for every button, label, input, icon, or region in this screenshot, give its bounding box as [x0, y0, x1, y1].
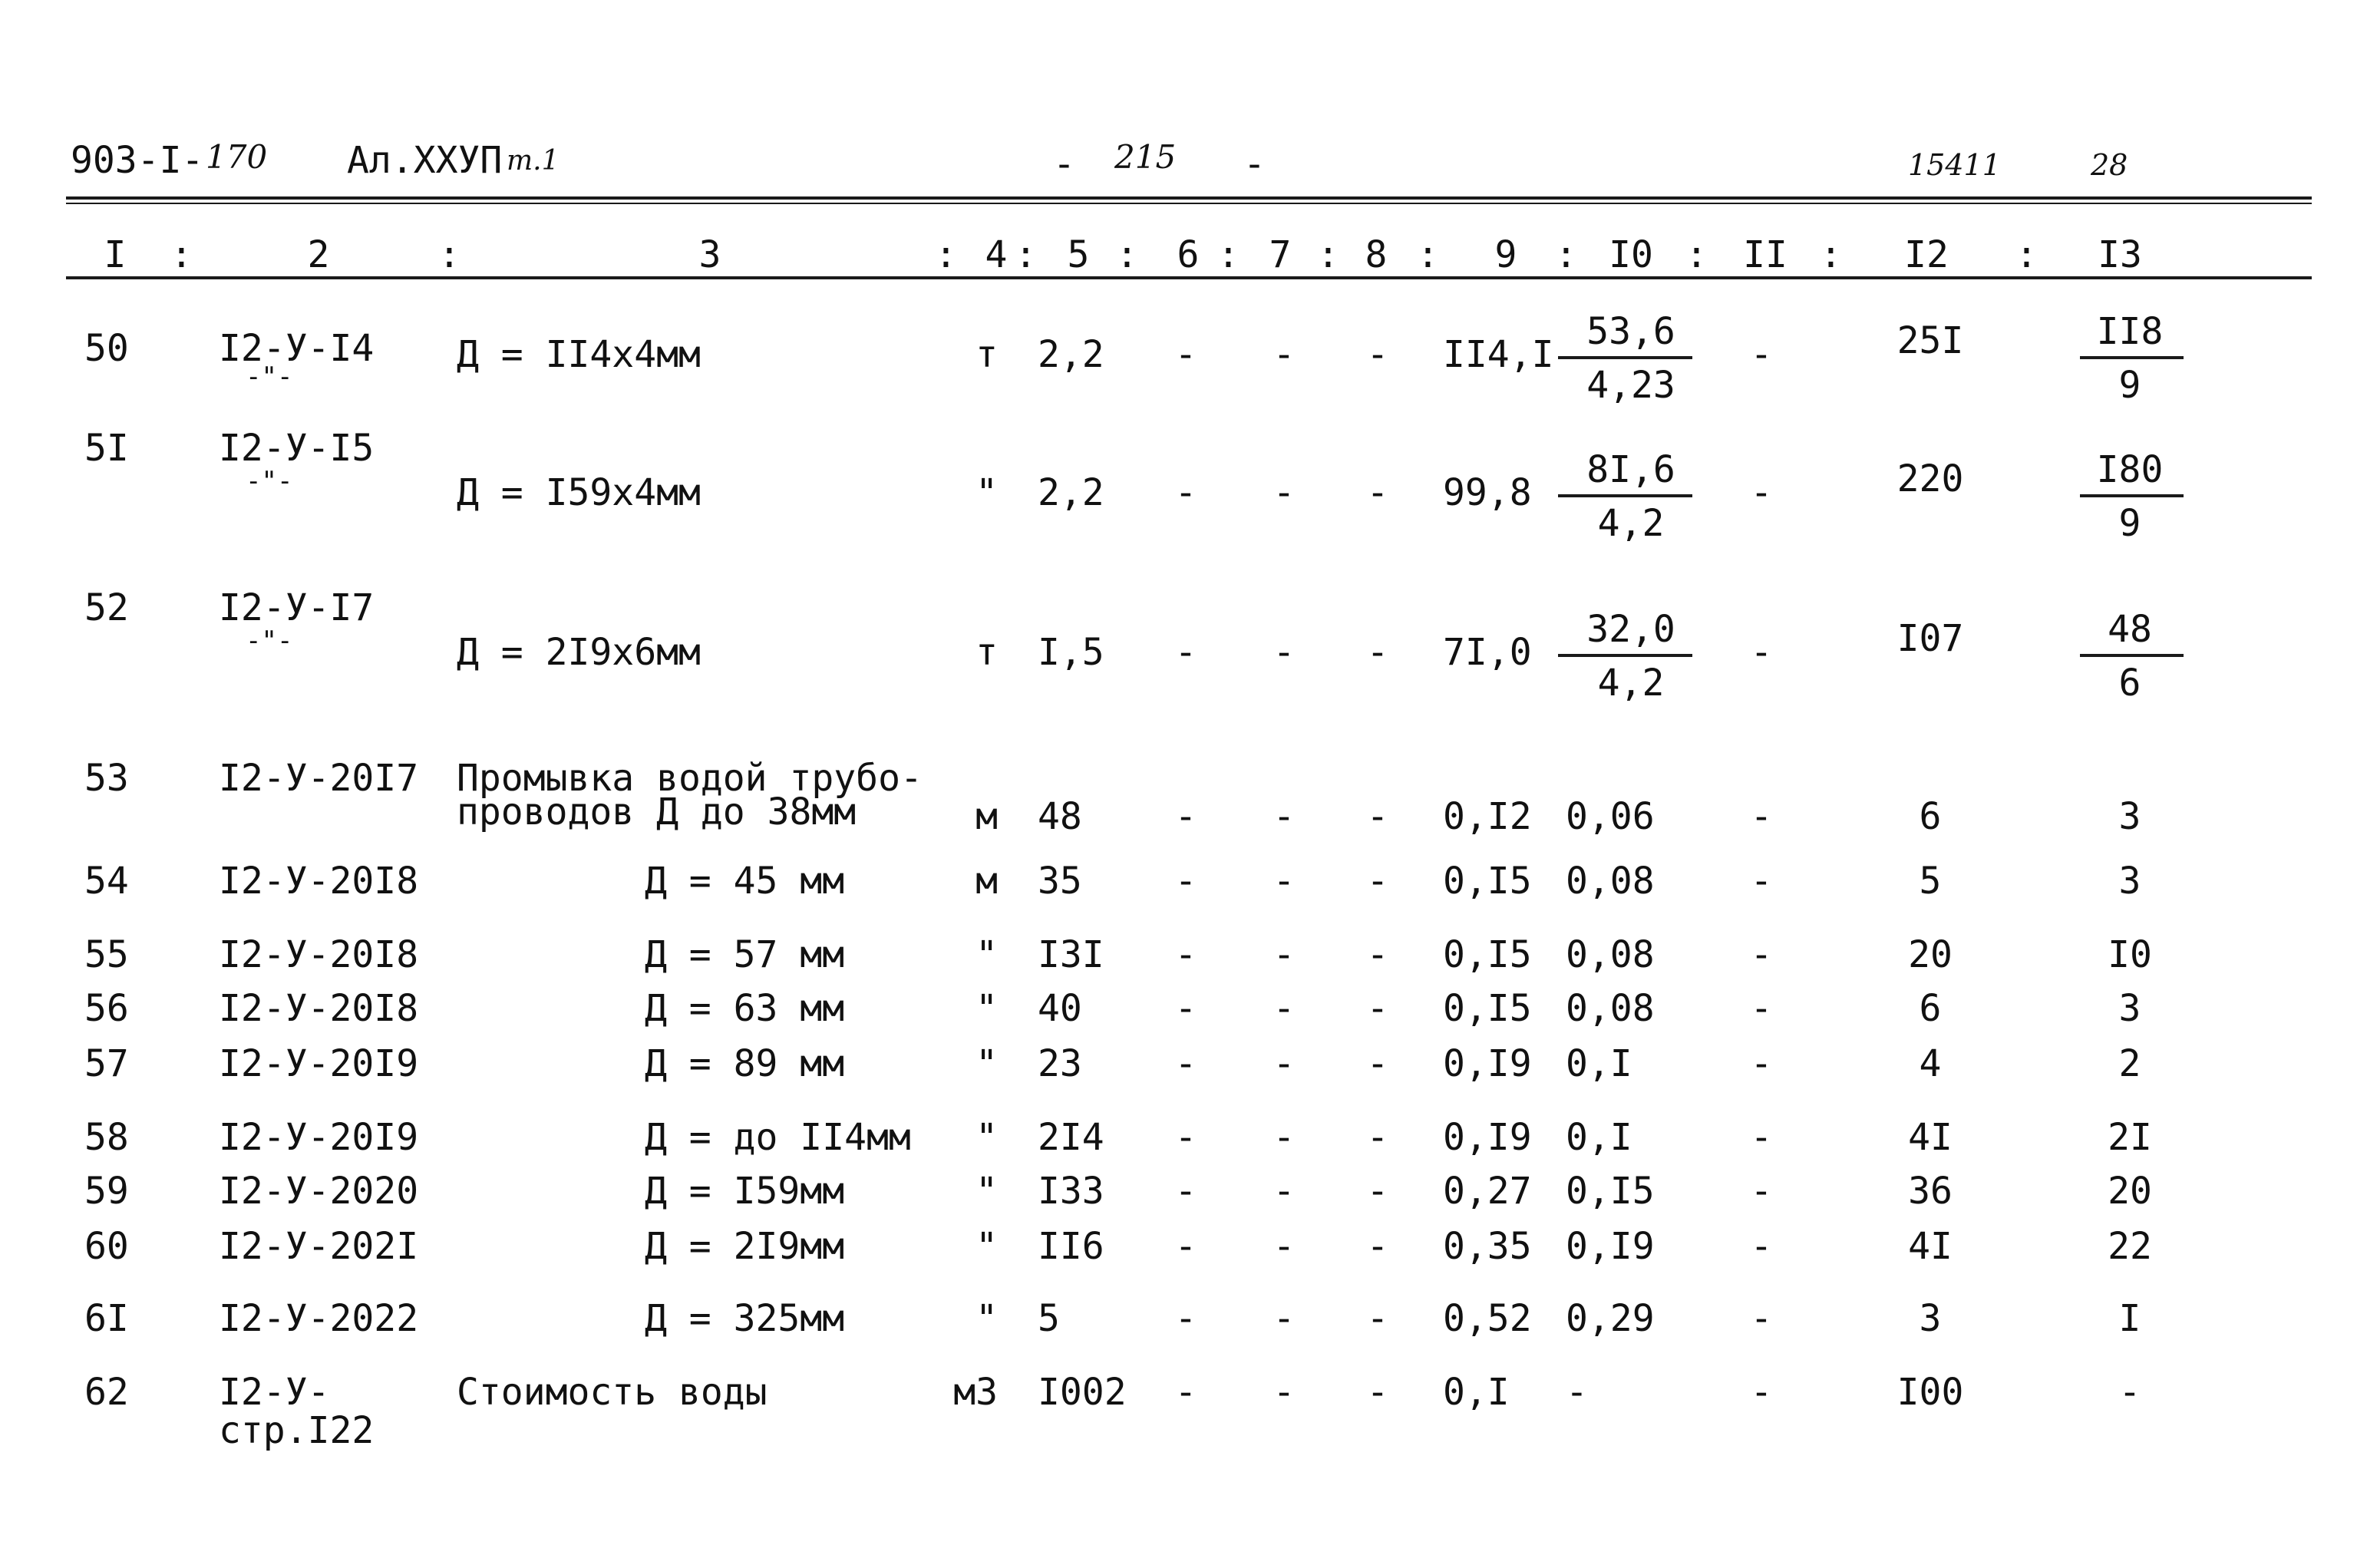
row-col10: 0,I — [1566, 1042, 1632, 1085]
page-dash-left: - — [1053, 143, 1075, 186]
row-number: 6I — [84, 1297, 129, 1340]
row-col7: - — [1273, 933, 1296, 976]
row-number: 5I — [84, 427, 129, 470]
column-separator: : — [1317, 233, 1339, 276]
column-header-1: I — [104, 233, 127, 276]
column-separator: : — [1685, 233, 1708, 276]
row-col8: - — [1366, 860, 1389, 903]
row-description-line2: проводов Д до 38мм — [457, 791, 857, 834]
row-number: 62 — [84, 1371, 129, 1414]
column-separator: : — [1820, 233, 1842, 276]
row-col8: - — [1366, 471, 1389, 514]
row-col12: 4I — [1908, 1116, 1953, 1159]
row-col10-numerator: 53,6 — [1586, 310, 1675, 353]
column-header-8: 8 — [1365, 233, 1388, 276]
column-header-9: 9 — [1494, 233, 1517, 276]
row-description: Д = 325мм — [645, 1297, 845, 1340]
doc-code-handwritten: 170 — [206, 138, 268, 176]
column-header-7: 7 — [1269, 233, 1292, 276]
column-header-11: II — [1743, 233, 1788, 276]
row-col8: - — [1366, 987, 1389, 1030]
row-col6: - — [1174, 1116, 1197, 1159]
row-col7: - — [1273, 860, 1296, 903]
row-number: 57 — [84, 1042, 129, 1085]
row-col10-fraction-bar — [1558, 654, 1692, 657]
row-number: 54 — [84, 860, 129, 903]
row-col8: - — [1366, 1042, 1389, 1085]
row-col9: 0,I5 — [1443, 987, 1532, 1030]
row-col13: I — [2118, 1297, 2141, 1340]
row-col7: - — [1273, 333, 1296, 376]
row-col11: - — [1750, 1371, 1773, 1414]
row-col7: - — [1273, 1371, 1296, 1414]
row-col9: II4,I — [1443, 333, 1554, 376]
row-number: 56 — [84, 987, 129, 1030]
column-separator: : — [1417, 233, 1439, 276]
row-unit: м3 — [953, 1371, 998, 1414]
column-header-12: I2 — [1904, 233, 1949, 276]
row-col11: - — [1750, 631, 1773, 674]
row-col11: - — [1750, 860, 1773, 903]
row-col13-numerator: I80 — [2096, 448, 2164, 491]
column-separator: : — [1015, 233, 1037, 276]
row-code: I2-У- — [219, 1371, 330, 1414]
row-col13-denominator: 9 — [2118, 364, 2141, 407]
row-col12: 6 — [1919, 987, 1942, 1030]
row-col11: - — [1750, 471, 1773, 514]
row-code: I2-У-2022 — [219, 1297, 419, 1340]
row-col7: - — [1273, 795, 1296, 838]
row-unit: " — [975, 1042, 998, 1085]
row-col11: - — [1750, 1042, 1773, 1085]
column-header-2: 2 — [307, 233, 330, 276]
row-col10: 0,08 — [1566, 987, 1655, 1030]
row-description: Д = 45 мм — [645, 860, 845, 903]
row-quantity: II6 — [1038, 1225, 1104, 1268]
row-col13: 3 — [2118, 795, 2141, 838]
row-code-continuation: -"- — [246, 361, 293, 392]
row-col13: I0 — [2108, 933, 2152, 976]
row-description: Д = 89 мм — [645, 1042, 845, 1085]
row-quantity: 23 — [1038, 1042, 1082, 1085]
column-separator: : — [438, 233, 461, 276]
row-code: I2-У-I4 — [219, 327, 375, 370]
row-code: I2-У-20I9 — [219, 1116, 419, 1159]
row-col6: - — [1174, 860, 1197, 903]
row-unit: " — [975, 987, 998, 1030]
row-col8: - — [1366, 333, 1389, 376]
row-quantity: 40 — [1038, 987, 1082, 1030]
row-quantity: I,5 — [1038, 631, 1104, 674]
row-col8: - — [1366, 631, 1389, 674]
row-col12: 3 — [1919, 1297, 1942, 1340]
row-col6: - — [1174, 333, 1197, 376]
row-unit: м — [975, 860, 998, 903]
row-number: 59 — [84, 1170, 129, 1213]
row-description: Д = II4x4мм — [457, 333, 701, 376]
row-description: Д = I59x4мм — [457, 471, 701, 514]
row-col12: I00 — [1896, 1371, 1964, 1414]
row-code: I2-У-I5 — [219, 427, 375, 470]
row-col11: - — [1750, 795, 1773, 838]
row-col8: - — [1366, 933, 1389, 976]
row-col13-numerator: 48 — [2108, 608, 2152, 651]
row-col9: 0,35 — [1443, 1225, 1532, 1268]
row-col13: - — [2118, 1371, 2141, 1414]
row-description: Д = до II4мм — [645, 1116, 911, 1159]
column-separator: : — [1217, 233, 1240, 276]
row-col10-fraction-bar — [1558, 356, 1692, 359]
row-quantity: 2I4 — [1038, 1116, 1104, 1159]
row-col12: 220 — [1896, 457, 1964, 500]
row-col9: 0,I9 — [1443, 1042, 1532, 1085]
row-number: 50 — [84, 327, 129, 370]
column-separator: : — [170, 233, 193, 276]
row-col6: - — [1174, 795, 1197, 838]
row-col13-fraction-bar — [2080, 356, 2184, 359]
row-col10-denominator: 4,23 — [1586, 364, 1675, 407]
row-col13: 22 — [2108, 1225, 2152, 1268]
row-col7: - — [1273, 1116, 1296, 1159]
row-description-line1: Промывка водой трубо- — [457, 757, 923, 800]
row-col11: - — [1750, 987, 1773, 1030]
column-separator: : — [1116, 233, 1138, 276]
row-col13: 2 — [2118, 1042, 2141, 1085]
row-col10-numerator: 8I,6 — [1586, 448, 1675, 491]
row-col9: 99,8 — [1443, 471, 1532, 514]
row-description: Д = 57 мм — [645, 933, 845, 976]
row-col6: - — [1174, 631, 1197, 674]
row-col8: - — [1366, 795, 1389, 838]
row-code: I2-У-20I8 — [219, 933, 419, 976]
row-col10-fraction-bar — [1558, 494, 1692, 497]
row-unit: " — [975, 1297, 998, 1340]
row-col9: 0,I2 — [1443, 795, 1532, 838]
row-col12: 20 — [1908, 933, 1953, 976]
row-quantity: 48 — [1038, 795, 1082, 838]
row-col12: 4I — [1908, 1225, 1953, 1268]
row-description: Д = 2I9x6мм — [457, 631, 701, 674]
row-col7: - — [1273, 1297, 1296, 1340]
header-underline — [66, 276, 2312, 279]
row-col10: 0,I — [1566, 1116, 1632, 1159]
row-col13: 20 — [2108, 1170, 2152, 1213]
row-col9: 0,I5 — [1443, 860, 1532, 903]
row-col11: - — [1750, 1225, 1773, 1268]
top-rule-2 — [66, 203, 2312, 204]
row-col12: 5 — [1919, 860, 1942, 903]
row-quantity: 2,2 — [1038, 471, 1104, 514]
row-col11: - — [1750, 333, 1773, 376]
row-col9: 7I,0 — [1443, 631, 1532, 674]
row-unit: " — [975, 933, 998, 976]
row-code-continuation: -"- — [246, 626, 293, 656]
row-col13: 3 — [2118, 860, 2141, 903]
row-code: I2-У-20I8 — [219, 987, 419, 1030]
row-col13: 3 — [2118, 987, 2141, 1030]
row-col7: - — [1273, 631, 1296, 674]
row-col9: 0,I9 — [1443, 1116, 1532, 1159]
row-col10: 0,29 — [1566, 1297, 1655, 1340]
row-col8: - — [1366, 1371, 1389, 1414]
row-col13-fraction-bar — [2080, 654, 2184, 657]
row-col13-denominator: 9 — [2118, 502, 2141, 545]
column-separator: : — [1555, 233, 1577, 276]
row-col7: - — [1273, 987, 1296, 1030]
page-dash-right: - — [1243, 143, 1266, 186]
row-quantity: 2,2 — [1038, 333, 1104, 376]
row-col10-denominator: 4,2 — [1597, 662, 1665, 705]
row-col6: - — [1174, 1297, 1197, 1340]
row-unit: " — [975, 471, 998, 514]
column-header-10: I0 — [1609, 233, 1653, 276]
row-col8: - — [1366, 1297, 1389, 1340]
row-code: I2-У-I7 — [219, 586, 375, 629]
top-rule-1 — [66, 196, 2312, 200]
row-col9: 0,I — [1443, 1371, 1510, 1414]
row-col12: 6 — [1919, 795, 1942, 838]
row-description: Д = 63 мм — [645, 987, 845, 1030]
row-unit: м — [975, 795, 998, 838]
row-unit: " — [975, 1170, 998, 1213]
row-quantity: I3I — [1038, 933, 1104, 976]
row-col12: I07 — [1896, 617, 1964, 660]
row-col11: - — [1750, 1116, 1773, 1159]
row-col10: - — [1566, 1371, 1588, 1414]
row-unit: т — [975, 631, 998, 674]
row-col10: 0,06 — [1566, 795, 1655, 838]
row-col13-fraction-bar — [2080, 494, 2184, 497]
row-code: I2-У-202I — [219, 1225, 419, 1268]
row-number: 58 — [84, 1116, 129, 1159]
row-col8: - — [1366, 1116, 1389, 1159]
row-col11: - — [1750, 1170, 1773, 1213]
column-separator: : — [935, 233, 957, 276]
album-label: Ал.XXУП — [347, 139, 503, 182]
row-code: I2-У-20I7 — [219, 757, 419, 800]
row-col10-denominator: 4,2 — [1597, 502, 1665, 545]
row-col13-denominator: 6 — [2118, 662, 2141, 705]
row-description: Д = I59мм — [645, 1170, 845, 1213]
row-col6: - — [1174, 933, 1197, 976]
row-quantity: 5 — [1038, 1297, 1060, 1340]
row-description: Д = 2I9мм — [645, 1225, 845, 1268]
row-number: 52 — [84, 586, 129, 629]
row-description: Стоимость воды — [457, 1371, 768, 1414]
column-header-6: 6 — [1177, 233, 1200, 276]
row-col6: - — [1174, 471, 1197, 514]
column-header-13: I3 — [2098, 233, 2142, 276]
row-code-continuation: -"- — [246, 466, 293, 497]
row-col9: 0,52 — [1443, 1297, 1532, 1340]
row-col9: 0,I5 — [1443, 933, 1532, 976]
row-col6: - — [1174, 1042, 1197, 1085]
doc-code: 903-I- — [71, 139, 204, 182]
row-quantity: I002 — [1038, 1371, 1127, 1414]
row-col10: 0,I5 — [1566, 1170, 1655, 1213]
row-unit: " — [975, 1225, 998, 1268]
row-col6: - — [1174, 1170, 1197, 1213]
row-number: 53 — [84, 757, 129, 800]
album-handwritten: т.1 — [507, 145, 560, 177]
row-col6: - — [1174, 1225, 1197, 1268]
row-col10: 0,I9 — [1566, 1225, 1655, 1268]
row-unit: " — [975, 1116, 998, 1159]
row-col8: - — [1366, 1170, 1389, 1213]
row-quantity: 35 — [1038, 860, 1082, 903]
row-col10: 0,08 — [1566, 933, 1655, 976]
row-col11: - — [1750, 1297, 1773, 1340]
row-col10: 0,08 — [1566, 860, 1655, 903]
page-number-handwritten: 215 — [1114, 138, 1177, 176]
column-header-5: 5 — [1067, 233, 1090, 276]
row-code: I2-У-20I9 — [219, 1042, 419, 1085]
row-col7: - — [1273, 1225, 1296, 1268]
row-col7: - — [1273, 1170, 1296, 1213]
right-handwritten-number: 15411 — [1908, 148, 2001, 182]
row-col12: 4 — [1919, 1042, 1942, 1085]
row-col13-numerator: II8 — [2096, 310, 2164, 353]
row-col10-numerator: 32,0 — [1586, 608, 1675, 651]
row-unit: т — [975, 333, 998, 376]
column-header-4: 4 — [985, 233, 1008, 276]
row-code-continuation: стр.I22 — [219, 1409, 375, 1452]
row-col12: 25I — [1896, 319, 1964, 362]
row-col6: - — [1174, 1371, 1197, 1414]
row-col8: - — [1366, 1225, 1389, 1268]
row-col7: - — [1273, 1042, 1296, 1085]
row-quantity: I33 — [1038, 1170, 1104, 1213]
row-col13: 2I — [2108, 1116, 2152, 1159]
row-code: I2-У-2020 — [219, 1170, 419, 1213]
right-handwritten-sheet: 28 — [2091, 148, 2128, 182]
row-col9: 0,27 — [1443, 1170, 1532, 1213]
row-code: I2-У-20I8 — [219, 860, 419, 903]
column-header-3: 3 — [698, 233, 721, 276]
row-col12: 36 — [1908, 1170, 1953, 1213]
column-separator: : — [2015, 233, 2038, 276]
row-number: 55 — [84, 933, 129, 976]
row-number: 60 — [84, 1225, 129, 1268]
row-col7: - — [1273, 471, 1296, 514]
row-col6: - — [1174, 987, 1197, 1030]
row-col11: - — [1750, 933, 1773, 976]
